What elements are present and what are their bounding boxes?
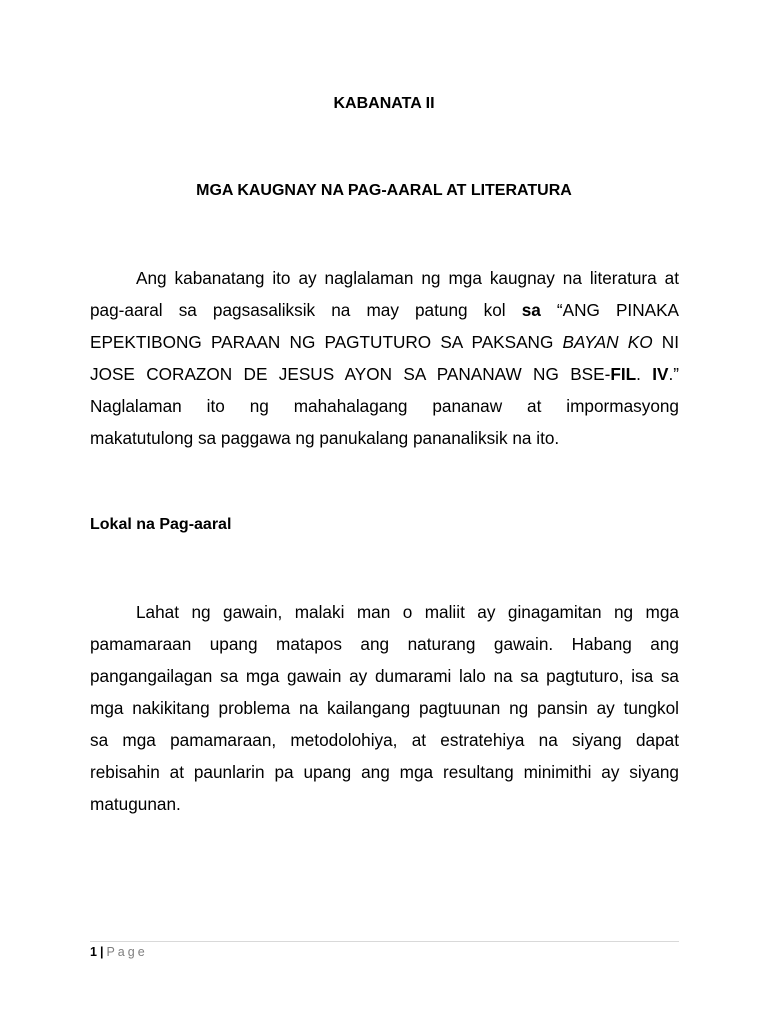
paragraph-line: matugunan. [90, 794, 181, 814]
intro-line [90, 294, 679, 326]
paragraph-line: mga nakikitang problema na kailangang pagtuunan ng pansin ay tungkol [90, 698, 679, 718]
intro-bold-text: IV [652, 364, 669, 384]
page-label: Page [106, 945, 148, 959]
page-number: 1 [90, 945, 97, 959]
intro-bold-text: sa [521, 300, 541, 320]
page-footer [90, 944, 148, 960]
paragraph-line: Lahat ng gawain, malaki man o maliit ay ginagamitan ng mga [136, 602, 679, 622]
section-heading: Lokal na Pag-aaral [90, 516, 232, 533]
intro-text: Naglalaman ito ng mahahalagang pananaw at impormasyong [90, 396, 679, 416]
intro-paragraph [90, 262, 679, 454]
footer-divider [90, 941, 679, 942]
intro-line [90, 358, 679, 390]
intro-line [90, 390, 679, 422]
intro-text: Ang kabanatang ito ay naglalaman ng mga kaugnay na literatura at [136, 268, 679, 288]
intro-text: .” [668, 364, 679, 384]
intro-text: JOSE CORAZON DE JESUS AYON SA PANANAW NG BSE- [90, 364, 611, 384]
footer-separator: | [99, 945, 104, 959]
local-study-paragraph [90, 596, 679, 820]
intro-line [90, 262, 679, 294]
chapter-label: KABANATA II [333, 95, 435, 112]
paragraph-line: sa mga pamamaraan, metodolohiya, at estratehiya na siyang dapat [90, 730, 679, 750]
intro-text: “ANG PINAKA [540, 300, 680, 320]
paragraph-line: rebisahin at paunlarin pa upang ang mga resultang minimithi ay siyang [90, 762, 679, 782]
intro-line [90, 326, 679, 358]
chapter-title: MGA KAUGNAY NA PAG-AARAL AT LITERATURA [196, 182, 572, 199]
intro-line [90, 422, 679, 454]
intro-text: NI [652, 332, 679, 352]
intro-text: . [636, 364, 653, 384]
intro-italic-title: BAYAN KO [562, 332, 653, 352]
intro-text: makatutulong sa paggawa ng panukalang pananaliksik na ito. [90, 428, 560, 448]
paragraph-line: pangangailagan sa mga gawain ay dumarami lalo na sa pagtuturo, isa sa [90, 666, 679, 686]
intro-text: pag-aaral sa pagsasaliksik na may patung kol [90, 300, 522, 320]
paragraph-line: pamamaraan upang matapos ang naturang gawain. Habang ang [90, 634, 679, 654]
intro-text: EPEKTIBONG PARAAN NG PAGTUTURO SA PAKSANG [90, 332, 563, 352]
intro-bold-text: FIL [610, 364, 637, 384]
